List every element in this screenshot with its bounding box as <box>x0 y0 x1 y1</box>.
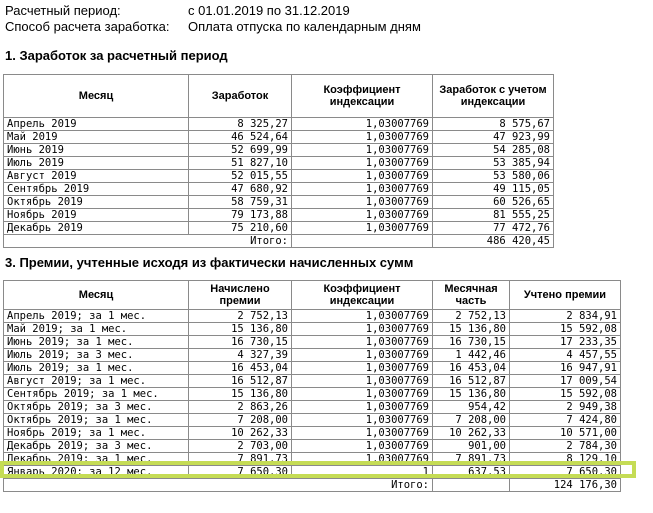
cell-value: 7 650,30 <box>510 466 621 479</box>
cell-value: 51 827,10 <box>189 157 292 170</box>
method-value: Оплата отпуска по календарным дням <box>188 19 421 34</box>
cell-value: 17 233,35 <box>510 336 621 349</box>
row-label: Май 2019 <box>4 131 189 144</box>
cell-value: 54 285,08 <box>433 144 554 157</box>
cell-value: 16 512,87 <box>433 375 510 388</box>
method-label: Способ расчета заработка: <box>5 19 170 34</box>
col-month: Месяц <box>4 75 189 118</box>
cell-value: 7 891,73 <box>433 453 510 466</box>
cell-value: 46 524,64 <box>189 131 292 144</box>
cell-value: 4 457,55 <box>510 349 621 362</box>
table-row <box>4 209 554 222</box>
cell-value: 1,03007769 <box>292 388 433 401</box>
row-label: Июль 2019; за 1 мес. <box>4 362 189 375</box>
cell-value: 1,03007769 <box>292 222 433 235</box>
table-row <box>4 375 621 388</box>
row-label: Май 2019; за 1 мес. <box>4 323 189 336</box>
col-monthly-part: Месячная часть <box>433 281 510 310</box>
row-label: Июль 2019; за 3 мес. <box>4 349 189 362</box>
cell-value: 1 <box>292 466 433 479</box>
period-label: Расчетный период: <box>5 3 121 18</box>
row-label: Апрель 2019 <box>4 118 189 131</box>
cell-value: 1,03007769 <box>292 144 433 157</box>
col-counted: Учтено премии <box>510 281 621 310</box>
table-row <box>4 144 554 157</box>
cell-value: 79 173,88 <box>189 209 292 222</box>
table-row <box>4 131 554 144</box>
table-row <box>4 196 554 209</box>
cell-value: 16 947,91 <box>510 362 621 375</box>
method-row <box>5 19 421 34</box>
cell-value: 7 650,30 <box>189 466 292 479</box>
cell-value: 53 580,06 <box>433 170 554 183</box>
cell-value: 637,53 <box>433 466 510 479</box>
earnings-table <box>3 74 554 248</box>
cell-value: 2 752,13 <box>433 310 510 323</box>
total-blank <box>433 479 510 492</box>
cell-value: 1,03007769 <box>292 310 433 323</box>
cell-value: 58 759,31 <box>189 196 292 209</box>
cell-value: 2 863,26 <box>189 401 292 414</box>
table-row <box>4 362 621 375</box>
col-month: Месяц <box>4 281 189 310</box>
cell-value: 1,03007769 <box>292 118 433 131</box>
earnings-table-body <box>4 118 554 248</box>
cell-value: 8 129,10 <box>510 453 621 466</box>
cell-value: 7 208,00 <box>433 414 510 427</box>
cell-value: 1 442,46 <box>433 349 510 362</box>
col-coefficient: Коэффициент индексации <box>292 75 433 118</box>
cell-value: 901,00 <box>433 440 510 453</box>
cell-value: 10 262,33 <box>189 427 292 440</box>
table-row <box>4 427 621 440</box>
table-row <box>4 453 621 466</box>
table-row <box>4 222 554 235</box>
cell-value: 1,03007769 <box>292 323 433 336</box>
cell-value: 49 115,05 <box>433 183 554 196</box>
row-label: Сентябрь 2019 <box>4 183 189 196</box>
col-earnings: Заработок <box>189 75 292 118</box>
cell-value: 8 325,27 <box>189 118 292 131</box>
cell-value: 2 949,38 <box>510 401 621 414</box>
row-label: Декабрь 2019; за 1 мес. <box>4 453 189 466</box>
row-label: Сентябрь 2019; за 1 мес. <box>4 388 189 401</box>
cell-value: 7 424,80 <box>510 414 621 427</box>
cell-value: 1,03007769 <box>292 427 433 440</box>
cell-value: 16 730,15 <box>189 336 292 349</box>
cell-value: 16 453,04 <box>433 362 510 375</box>
cell-value: 1,03007769 <box>292 336 433 349</box>
total-row <box>4 479 621 492</box>
cell-value: 1,03007769 <box>292 196 433 209</box>
row-label: Ноябрь 2019; за 1 мес. <box>4 427 189 440</box>
cell-value: 1,03007769 <box>292 375 433 388</box>
cell-value: 52 015,55 <box>189 170 292 183</box>
table-row <box>4 349 621 362</box>
row-label: Январь 2020; за 12 мес. <box>4 466 189 479</box>
cell-value: 15 592,08 <box>510 388 621 401</box>
cell-value: 15 592,08 <box>510 323 621 336</box>
row-label: Июль 2019 <box>4 157 189 170</box>
col-earnings-indexed: Заработок с учетом индексации <box>433 75 554 118</box>
table-row <box>4 401 621 414</box>
total-label: Итого: <box>4 235 292 248</box>
cell-value: 47 923,99 <box>433 131 554 144</box>
cell-value: 15 136,80 <box>189 323 292 336</box>
cell-value: 8 575,67 <box>433 118 554 131</box>
row-label: Август 2019 <box>4 170 189 183</box>
cell-value: 15 136,80 <box>433 388 510 401</box>
cell-value: 1,03007769 <box>292 414 433 427</box>
cell-value: 17 009,54 <box>510 375 621 388</box>
cell-value: 81 555,25 <box>433 209 554 222</box>
cell-value: 60 526,65 <box>433 196 554 209</box>
total-value: 124 176,30 <box>510 479 621 492</box>
table-row <box>4 466 621 479</box>
total-blank <box>292 235 433 248</box>
table-row <box>4 310 621 323</box>
row-label: Июнь 2019 <box>4 144 189 157</box>
row-label: Октябрь 2019; за 3 мес. <box>4 401 189 414</box>
cell-value: 10 262,33 <box>433 427 510 440</box>
table-row <box>4 183 554 196</box>
cell-value: 1,03007769 <box>292 401 433 414</box>
row-label: Декабрь 2019; за 3 мес. <box>4 440 189 453</box>
col-coefficient: Коэффициент индексации <box>292 281 433 310</box>
cell-value: 2 752,13 <box>189 310 292 323</box>
table-row <box>4 323 621 336</box>
col-accrued: Начислено премии <box>189 281 292 310</box>
cell-value: 1,03007769 <box>292 209 433 222</box>
table-row <box>4 336 621 349</box>
cell-value: 16 453,04 <box>189 362 292 375</box>
row-label: Август 2019; за 1 мес. <box>4 375 189 388</box>
cell-value: 75 210,60 <box>189 222 292 235</box>
cell-value: 1,03007769 <box>292 453 433 466</box>
cell-value: 2 784,30 <box>510 440 621 453</box>
cell-value: 15 136,80 <box>189 388 292 401</box>
cell-value: 2 834,91 <box>510 310 621 323</box>
row-label: Октябрь 2019 <box>4 196 189 209</box>
cell-value: 7 891,73 <box>189 453 292 466</box>
table-row <box>4 118 554 131</box>
cell-value: 1,03007769 <box>292 362 433 375</box>
period-row <box>5 3 350 18</box>
bonuses-table-body <box>4 310 621 492</box>
total-label: Итого: <box>4 479 433 492</box>
cell-value: 1,03007769 <box>292 131 433 144</box>
table-row <box>4 170 554 183</box>
table-row <box>4 157 554 170</box>
cell-value: 954,42 <box>433 401 510 414</box>
row-label: Июнь 2019; за 1 мес. <box>4 336 189 349</box>
total-value: 486 420,45 <box>433 235 554 248</box>
cell-value: 7 208,00 <box>189 414 292 427</box>
cell-value: 1,03007769 <box>292 440 433 453</box>
cell-value: 4 327,39 <box>189 349 292 362</box>
cell-value: 1,03007769 <box>292 349 433 362</box>
row-label: Октябрь 2019; за 1 мес. <box>4 414 189 427</box>
cell-value: 1,03007769 <box>292 170 433 183</box>
cell-value: 1,03007769 <box>292 157 433 170</box>
cell-value: 53 385,94 <box>433 157 554 170</box>
cell-value: 2 703,00 <box>189 440 292 453</box>
cell-value: 47 680,92 <box>189 183 292 196</box>
table-row <box>4 388 621 401</box>
cell-value: 15 136,80 <box>433 323 510 336</box>
bonuses-table <box>3 280 621 492</box>
cell-value: 16 512,87 <box>189 375 292 388</box>
section1-title: 1. Заработок за расчетный период <box>5 48 228 63</box>
row-label: Ноябрь 2019 <box>4 209 189 222</box>
cell-value: 77 472,76 <box>433 222 554 235</box>
row-label: Апрель 2019; за 1 мес. <box>4 310 189 323</box>
cell-value: 16 730,15 <box>433 336 510 349</box>
cell-value: 52 699,99 <box>189 144 292 157</box>
total-row <box>4 235 554 248</box>
cell-value: 1,03007769 <box>292 183 433 196</box>
period-value: с 01.01.2019 по 31.12.2019 <box>188 3 350 18</box>
row-label: Декабрь 2019 <box>4 222 189 235</box>
table-row <box>4 414 621 427</box>
cell-value: 10 571,00 <box>510 427 621 440</box>
section3-title: 3. Премии, учтенные исходя из фактически начисленных сумм <box>5 255 414 270</box>
table-row <box>4 440 621 453</box>
